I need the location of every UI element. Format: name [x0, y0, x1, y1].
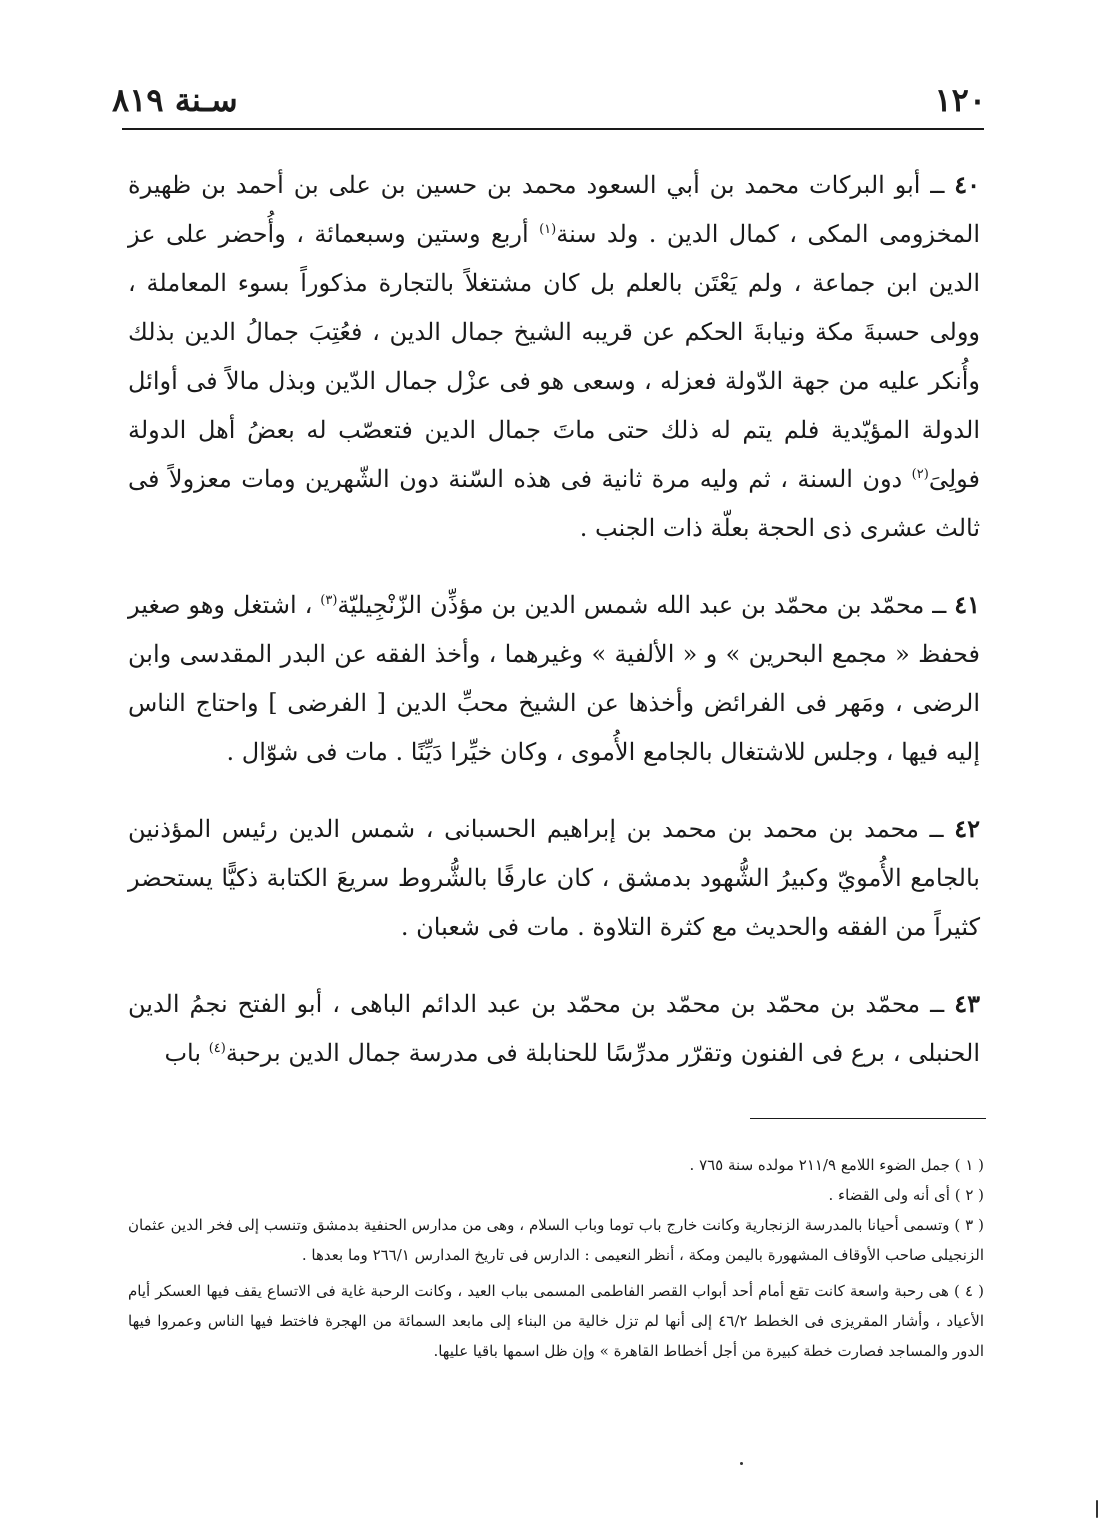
entry-text-cont: باب — [164, 1039, 202, 1067]
footnote-4: ( ٤ ) هى رحبة واسعة كانت تقع أمام أحد أبواب القصر الفاطمى المسمى بباب العيد ، وكانت الرحبة غاية فى الاتساع يقف فيها العسكر أيام الأعياد ، وأشار المقريزى فى الخطط ٤٦/٢ إلى أنها لم تزل خالية من البناء إلى مابعد السمائة من الهجرة فاختط فيها الناس وعمروا فيها الدور والمساجد فصارت خطة كبيرة من أجل أخطاط القاهرة » وإن ظل اسمها باقيا عليها. — [128, 1282, 985, 1360]
entry-text: ــ أبو البركات محمد بن أبي السعود محمد بن حسين بن على بن أحمد بن ظهيرة المخزومى المكى ، كمال الدين . ولد سنة — [128, 171, 980, 248]
entry-number: ٤٢ — [954, 814, 980, 843]
entry-number: ٤٠ — [954, 170, 980, 199]
scan-speck — [1096, 1500, 1098, 1518]
entry-43 — [128, 979, 980, 1078]
footnote-3: ( ٣ ) وتسمى أحيانا بالمدرسة الزنجارية وكانت خارج باب توما وباب السلام ، وهى من مدارس الحنفية بدمشق وتنسب إلى فخر الدين عثمان الزنجيلى صاحب الأوقاف المشهورة باليمن ومكة ، أنظر النعيمى : الدارس فى تاريخ المدارس ٢٦٦/١ وما بعدها . — [128, 1216, 984, 1264]
scan-speck — [740, 1462, 743, 1465]
entry-text: ــ محمّد بن محمّد بن محمّد بن محمّد بن عبد الدائم الباهى ، أبو الفتح نجمُ الدين الحنبلى ، برع فى الفنون وتقرّر مدرِّسًا للحنابلة فى مدرسة جمال الدين برحبة — [128, 990, 980, 1067]
entry-41 — [128, 580, 980, 777]
entry-42 — [128, 804, 980, 952]
footnote-2: ( ٢ ) أى أنه ولى القضاء . — [828, 1186, 984, 1204]
footnotes — [128, 1150, 984, 1366]
main-text — [128, 160, 980, 1105]
entry-text-cont: أربع وستين وسبعمائة ، وأُحضر على عز الدين ابن جماعة ، ولم يَعْتَن بالعلم بل كان مشتغلاً بالتجارة مذكوراً بسوء المعاملة ، وولى حسبةَ مكة ونيابةَ الحكم عن قريبه الشيخ جمال الدين ، فعُتِبَ جمالُ الدين بذلك وأُنكر عليه من جهة الدّولة فعزله ، وسعى هو فى عزْل جمال الدّين وبذل مالاً فى أوائل الدولة المؤيّدية فلم يتم له ذلك حتى ماتَ جمال الدين فتعصّب له بعضُ أهل الدولة فولِىَ — [128, 220, 980, 493]
footnote-ref: (١) — [539, 222, 557, 237]
footnote-ref: (٣) — [320, 593, 338, 608]
entry-text: ــ محمّد بن محمّد بن عبد الله شمس الدين بن مؤذِّن الزّنْجِيليّة — [337, 591, 947, 619]
running-header-year: سـنة ٨١٩ — [112, 81, 238, 119]
page-number: ١٢٠ — [934, 81, 986, 119]
entry-text-cont: ، اشتغل وهو صغير فحفظ « مجمع البحرين » و « الألفية » وغيرهما ، وأخذ الفقه عن البدر المقدسى وابن الرضى ، ومَهر فى الفرائض وأخذها عن الشيخ محبِّ الدين [ الفرضى ] واحتاج الناس إليه فيها ، وجلس للاشتغال بالجامع الأُموى ، وكان خيِّرا دَيِّنًا . مات فى شوّال . — [128, 591, 980, 766]
entry-40 — [128, 160, 980, 553]
footnote-ref: (٢) — [911, 467, 929, 482]
entry-text: ــ محمد بن محمد بن محمد بن إبراهيم الحسبانى ، شمس الدين رئيس المؤذنين بالجامع الأُمويّ وكبيرُ الشُّهود بدمشق ، كان عارفًا بالشُّروط سريعَ الكتابة ذكيًّا يستحضر كثيراً من الفقه والحديث مع كثرة التلاوة . مات فى شعبان . — [128, 815, 980, 941]
footnote-rule — [750, 1118, 986, 1119]
footnote-1: ( ١ ) جمل الضوء اللامع ٢١١/٩ مولده سنة ٧٦٥ . — [689, 1156, 984, 1174]
footnote-ref: (٤) — [208, 1041, 226, 1056]
entry-number: ٤٣ — [954, 989, 980, 1018]
entry-text-cont: دون السنة ، ثم وليه مرة ثانية فى هذه السّنة دون الشّهرين ومات معزولاً فى ثالث عشرى ذى الحجة بعلّة ذات الجنب . — [128, 465, 980, 542]
entry-number: ٤١ — [954, 590, 980, 619]
header-rule — [122, 128, 984, 130]
